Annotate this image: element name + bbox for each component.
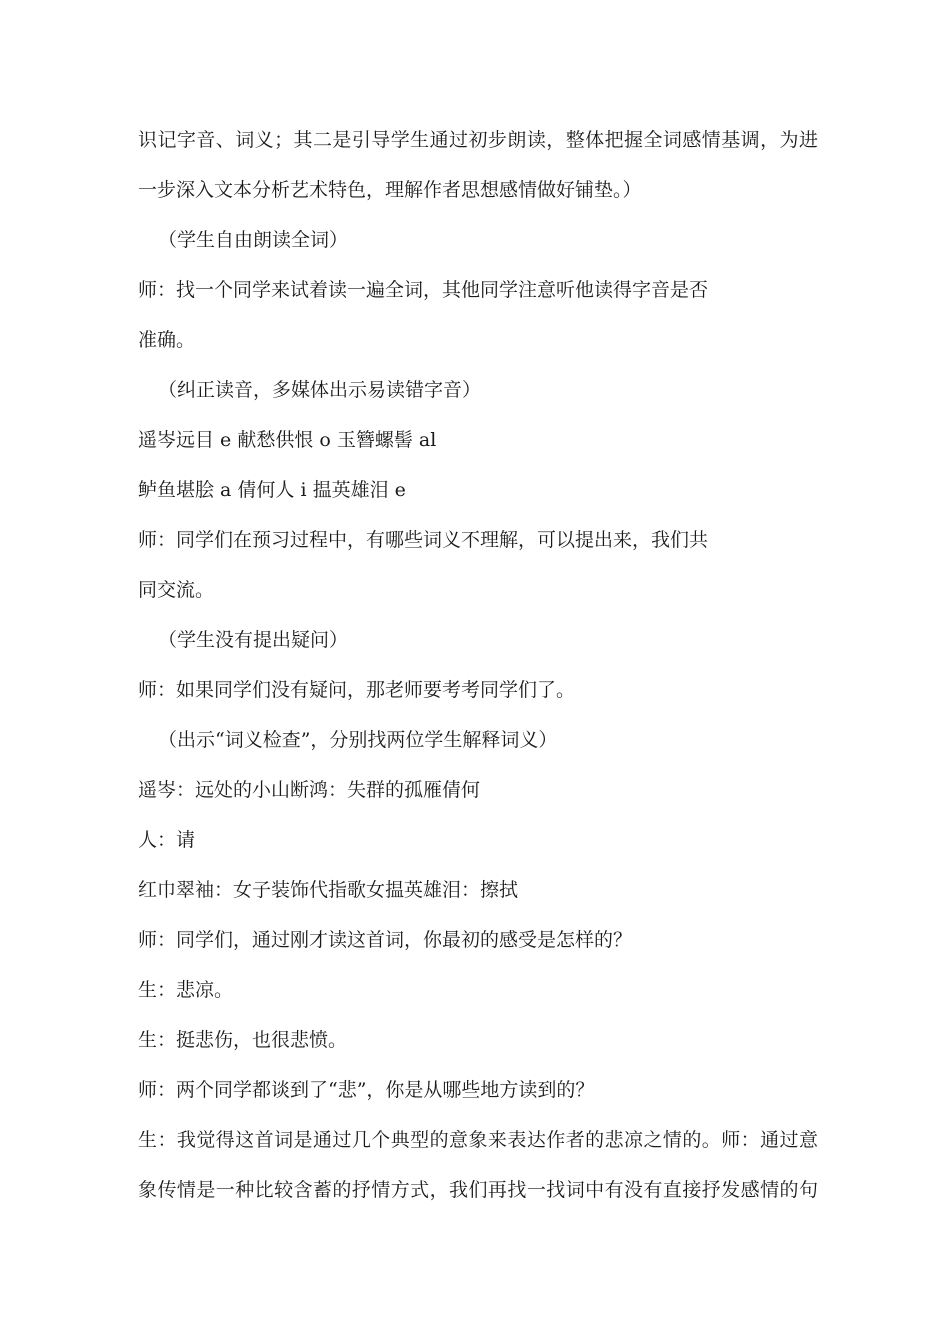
student-teacher-line-imagery: 生：我觉得这首词是通过几个典型的意象来表达作者的悲凉之情的。师：通过意 — [138, 1129, 818, 1151]
document-body — [138, 124, 818, 1224]
teacher-line-where-sorrow: 师：两个同学都谈到了“悲”，你是从哪些地方读到的？ — [138, 1079, 595, 1101]
paragraph-line-2: 一步深入文本分析艺术特色，理解作者思想感情做好铺垫。） — [138, 179, 642, 201]
teacher-line-quiz: 师：如果同学们没有疑问，那老师要考考同学们了。 — [138, 679, 576, 701]
teacher-line-read-aloud: 师：找一个同学来试着读一遍全词，其他同学注意听他读得字音是否 — [138, 279, 709, 301]
paragraph-line-1: 识记字音、词义；其二是引导学生通过初步朗读，整体把握全词感情基调，为进 — [138, 129, 818, 151]
vocabulary-definitions-1: 遥岑：远处的小山断鸿：失群的孤雁倩何 — [138, 779, 481, 801]
stage-direction-correct-pronunciation: （纠正读音，多媒体出示易读错字音） — [158, 379, 482, 401]
teacher-line-read-aloud-cont: 准确。 — [138, 329, 196, 351]
pronunciation-list-2: 鲈鱼堪脍 a 倩何人 i 揾英雄泪 e — [138, 479, 406, 501]
teacher-line-first-impression: 师：同学们，通过刚才读这首词，你最初的感受是怎样的？ — [138, 929, 633, 951]
pronunciation-list-1: 遥岑远目 e 献愁供恨 o 玉簪螺髻 al — [138, 429, 437, 451]
teacher-line-vocabulary-cont: 同交流。 — [138, 579, 215, 601]
student-line-sad-indignant: 生：挺悲伤，也很悲愤。 — [138, 1029, 348, 1051]
teacher-line-imagery-cont: 象传情是一种比较含蓄的抒情方式，我们再找一找词中有没有直接抒发感情的句 — [138, 1179, 818, 1201]
teacher-line-vocabulary: 师：同学们在预习过程中，有哪些词义不理解，可以提出来，我们共 — [138, 529, 709, 551]
stage-direction-no-questions: （学生没有提出疑问） — [158, 629, 349, 651]
student-line-sorrowful: 生：悲凉。 — [138, 979, 234, 1001]
vocabulary-definitions-1-cont: 人：请 — [138, 829, 196, 851]
stage-direction-vocabulary-check: （出示“词义检查”，分别找两位学生解释词义） — [158, 729, 558, 751]
vocabulary-definitions-2: 红巾翠袖：女子装饰代指歌女揾英雄泪：擦拭 — [138, 879, 519, 901]
stage-direction-free-reading: （学生自由朗读全词） — [158, 229, 349, 251]
